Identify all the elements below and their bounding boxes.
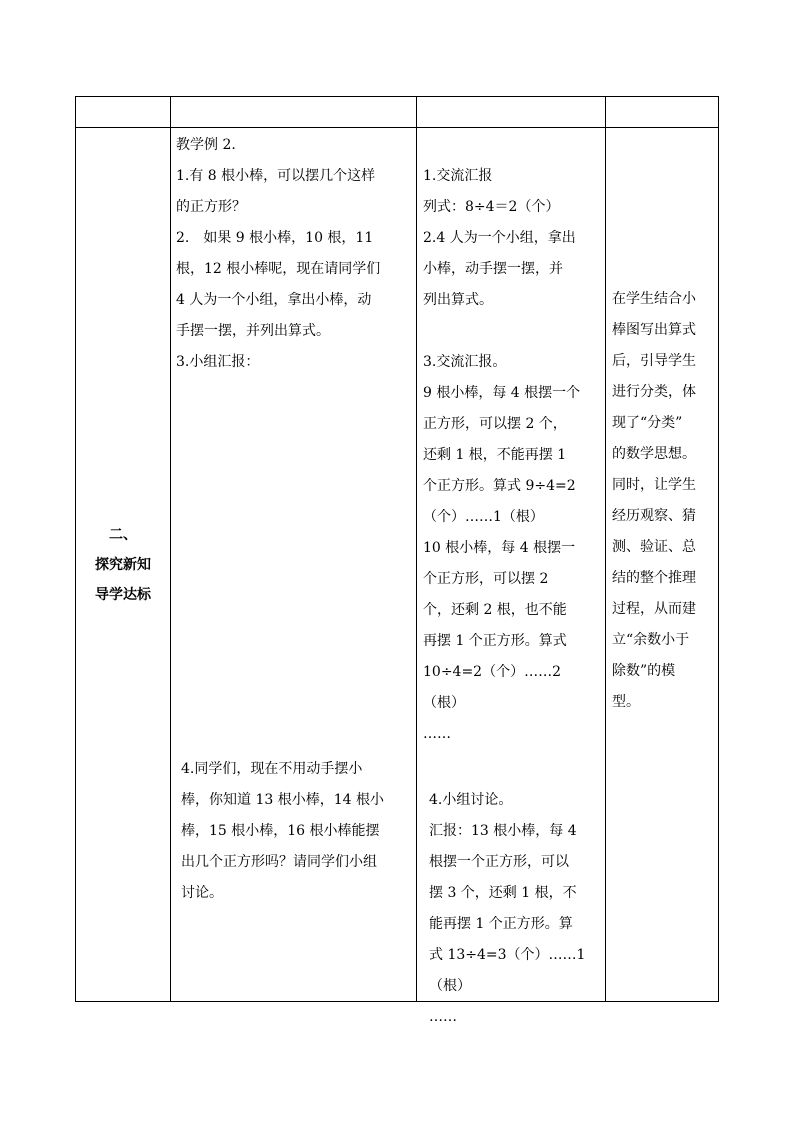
teacher-activity-cell xyxy=(171,128,417,1002)
teacher-line: 4.同学们，现在不用动手摆小 xyxy=(181,761,363,777)
student-line: （根） xyxy=(429,978,471,994)
student-line: 列式：8÷4＝2（个） xyxy=(423,199,560,215)
teacher-line: 手摆一摆，并列出算式。 xyxy=(176,323,330,339)
header-cell-student xyxy=(417,97,606,128)
teacher-line: 2. 如果 9 根小棒，10 根，11 xyxy=(176,230,374,246)
student-line: 还剩 1 根，不能再摆 1 xyxy=(423,447,567,463)
teacher-line: 棒，15 根小棒，16 根小棒能摆 xyxy=(181,823,380,839)
teacher-activity-part1 xyxy=(171,128,416,378)
intent-line: 现了“分类” xyxy=(612,415,683,431)
student-line: 10 根小棒，每 4 根摆一 xyxy=(423,540,576,556)
intent-line: 过程，从而建 xyxy=(612,601,696,617)
header-cell-teacher xyxy=(171,97,417,128)
student-line: 个正方形，可以摆 2 xyxy=(423,571,549,587)
intent-line: 的数学思想。 xyxy=(612,446,696,462)
student-line: 式 13÷4=3（个）……1 xyxy=(429,947,586,963)
student-line: …… xyxy=(429,1009,457,1025)
intent-line: 后，引导学生 xyxy=(612,353,696,369)
stage-row xyxy=(76,128,719,1002)
intent-line: 立“余数小于 xyxy=(612,632,690,648)
teacher-line: 棒，你知道 13 根小棒，14 根小 xyxy=(181,792,384,808)
student-line: …… xyxy=(423,726,451,742)
intent-line: 棒图写出算式 xyxy=(612,322,696,338)
student-activity-part1 xyxy=(417,128,605,750)
teacher-line: 教学例 2. xyxy=(176,137,236,153)
teacher-line: 根，12 根小棒呢，现在请同学们 xyxy=(176,261,381,277)
student-line: 正方形，可以摆 2 个， xyxy=(423,416,567,432)
stage-title-line2: 导学达标 xyxy=(95,586,151,603)
intent-line: 除数”的模 xyxy=(612,663,676,679)
intent-line: 测、验证、总 xyxy=(612,539,696,555)
teacher-activity-part2 xyxy=(176,752,421,909)
intent-line: 同时，让学生 xyxy=(612,477,696,493)
student-activity-part2 xyxy=(423,752,612,1033)
intent-line: 进行分类，体 xyxy=(612,384,696,400)
design-intent-cell xyxy=(606,128,719,1002)
design-intent-text xyxy=(606,128,718,718)
intent-line: 型。 xyxy=(612,694,640,710)
intent-line: 经历观察、猜 xyxy=(612,508,696,524)
student-line: 摆 3 个，还剩 1 根，不 xyxy=(429,885,577,901)
student-line: 个，还剩 2 根，也不能 xyxy=(423,602,567,618)
stage-cell xyxy=(76,128,171,1002)
student-line: （根） xyxy=(423,695,465,711)
teacher-line: 讨论。 xyxy=(181,885,223,901)
teacher-line: 的正方形？ xyxy=(176,199,246,215)
teacher-line: 出几个正方形吗？请同学们小组 xyxy=(181,854,377,870)
student-line: 3.交流汇报。 xyxy=(423,354,507,370)
student-activity-cell xyxy=(417,128,606,1025)
student-line: 小棒，动手摆一摆，并 xyxy=(423,261,563,277)
student-line: 根摆一个正方形，可以 xyxy=(429,854,569,870)
intent-line: 结的整个推理 xyxy=(612,570,696,586)
student-line: 9 根小棒，每 4 根摆一个 xyxy=(423,385,581,401)
student-line: 1.交流汇报 xyxy=(423,168,493,184)
student-line-blank xyxy=(423,316,602,347)
header-row xyxy=(76,97,719,128)
header-cell-stage xyxy=(76,97,171,128)
header-cell-intent xyxy=(606,97,719,128)
student-line: 能再摆 1 个正方形。算 xyxy=(429,916,573,932)
student-line: 10÷4=2（个）……2 xyxy=(423,664,561,680)
student-line: 汇报：13 根小棒，每 4 xyxy=(429,823,577,839)
student-line: 再摆 1 个正方形。算式 xyxy=(423,633,567,649)
stage-title-line1: 探究新知 xyxy=(95,556,151,573)
teacher-line: 1.有 8 根小棒，可以摆几个这样 xyxy=(176,168,376,184)
teacher-line: 4 人为一个小组，拿出小棒，动 xyxy=(176,292,372,308)
student-line: （个）……1（根） xyxy=(423,509,544,525)
intent-line: 在学生结合小 xyxy=(612,291,696,307)
teacher-line: 3.小组汇报： xyxy=(176,354,260,370)
stage-number: 二、 xyxy=(109,526,137,543)
student-line: 列出算式。 xyxy=(423,292,493,308)
student-line: 4.小组讨论。 xyxy=(429,792,513,808)
student-line: 个正方形。算式 9÷4=2 xyxy=(423,478,576,494)
student-line: 2.4 人为一个小组，拿出 xyxy=(423,230,576,246)
lesson-plan-table xyxy=(75,96,719,1025)
